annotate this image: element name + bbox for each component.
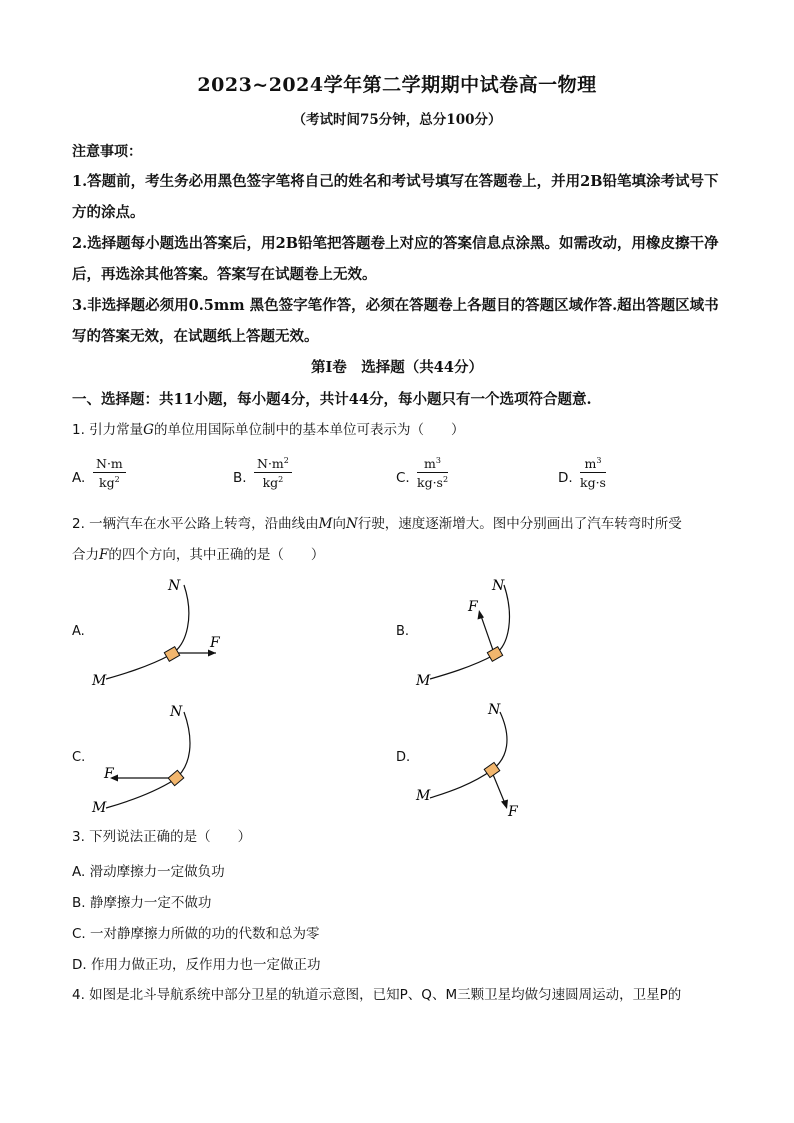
q1-option-b-fraction	[254, 456, 292, 490]
question-1-stem	[72, 415, 732, 446]
q2-figure-b-label: B.	[396, 624, 410, 639]
q1-a-numerator: N·m	[93, 456, 126, 473]
label-f-c: F	[104, 766, 114, 782]
label-m-c: M	[92, 800, 107, 816]
q2-figure-d-label: D.	[396, 750, 411, 765]
q1-c-numerator: $m^3$	[417, 456, 448, 473]
trajectory-curve-c	[106, 712, 190, 808]
part-title: 一、选择题：共11小题，每小题4分，共计44分，每小题只有一个选项符合题意.	[72, 391, 592, 408]
question-2-stem-line2: 合力F的四个方向，其中正确的是（ ）	[72, 547, 325, 563]
label-m-d: M	[416, 788, 431, 804]
question-4-stem: 4. 如图是北斗导航系统中部分卫星的轨道示意图，已知P、Q、M三颗卫星均做匀速圆周运动，卫星P的	[72, 987, 682, 1003]
q1-stem-a: 1. 引力常量	[72, 422, 144, 438]
trajectory-curve-a	[106, 585, 189, 679]
label-n-a: N	[168, 578, 181, 594]
label-n-b: N	[492, 578, 505, 594]
exam-title: 2023~2024学年第二学期期中试卷高一物理	[197, 74, 597, 96]
exam-subtitle: （考试时间75分钟，总分100分）	[292, 112, 502, 128]
label-m-b: M	[416, 673, 431, 689]
q1-d-numerator: $m^3$	[580, 456, 606, 473]
note-item-3: 3.非选择题必须用0.5mm 黑色签字笔作答，必须在答题卷上各题目的答题区域作答.超出答题区域书写的答案无效，在试题纸上答题无效。	[72, 297, 719, 345]
force-arrowhead-b	[478, 610, 485, 620]
question-2-stem-line1: 2. 一辆汽车在水平公路上转弯，沿曲线由M向N行驶，速度逐渐增大。图中分别画出了汽车转弯时所受	[72, 516, 682, 532]
q1-d-denominator: kg·s	[580, 475, 606, 491]
q1-option-b-label: B.	[233, 470, 247, 486]
q3-option-d: D. 作用力做正功，反作用力也一定做正功	[72, 957, 321, 973]
note-item-1: 1.答题前，考生务必用黑色签字笔将自己的姓名和考试号填写在答题卷上，并用2B铅笔填涂考试号下方的涂点。	[72, 173, 719, 221]
q2-figure-c-label: C.	[72, 750, 86, 765]
q1-option-a-label: A.	[72, 470, 86, 486]
q1-option-a-fraction	[93, 456, 126, 490]
note-item-2: 2.选择题每小题选出答案后，用2B铅笔把答题卷上对应的答案信息点涂黑。如需改动，用橡皮擦干净后，再选涂其他答案。答案写在试题卷上无效。	[72, 235, 719, 283]
q2-figure-c	[88, 700, 238, 820]
q3-option-c: C. 一对静摩擦力所做的功的代数和总为零	[72, 926, 320, 942]
label-f-a: F	[210, 635, 220, 651]
force-arrowhead-d	[501, 800, 508, 810]
force-arrow-b	[480, 613, 494, 653]
q2-figure-b	[412, 575, 562, 690]
q1-option-d-label: D.	[558, 470, 573, 486]
q1-c-denominator: $kg\cdot s^2$	[417, 475, 449, 491]
q1-option-d-fraction	[580, 456, 606, 490]
label-n-c: N	[170, 704, 183, 720]
q1-option-c-fraction	[417, 456, 448, 490]
label-f-d: F	[508, 804, 518, 820]
q1-a-denominator: $kg^2$	[99, 475, 120, 491]
label-m-a: M	[92, 673, 107, 689]
notes-heading: 注意事项：	[72, 144, 142, 160]
q2-figure-a	[88, 575, 238, 690]
q1-stem-b: 的单位用国际单位制中的基本单位可表示为（ ）	[153, 422, 465, 438]
label-n-d: N	[488, 702, 501, 718]
label-f-b: F	[468, 599, 478, 615]
q2-figure-a-label: A.	[72, 624, 85, 639]
q1-var-g: G	[143, 422, 154, 438]
question-3-stem: 3. 下列说法正确的是（ ）	[72, 829, 252, 845]
section-title: 第I卷 选择题（共44分）	[311, 359, 483, 376]
q1-b-denominator: $kg^2$	[262, 475, 284, 491]
q3-option-a: A. 滑动摩擦力一定做负功	[72, 864, 225, 880]
q1-option-c-label: C.	[396, 470, 410, 486]
q2-figure-d	[412, 700, 562, 825]
trajectory-curve-d	[430, 712, 507, 798]
q1-b-numerator: $N\cdot m^2$	[254, 456, 292, 473]
q3-option-b: B. 静摩擦力一定不做功	[72, 895, 212, 911]
